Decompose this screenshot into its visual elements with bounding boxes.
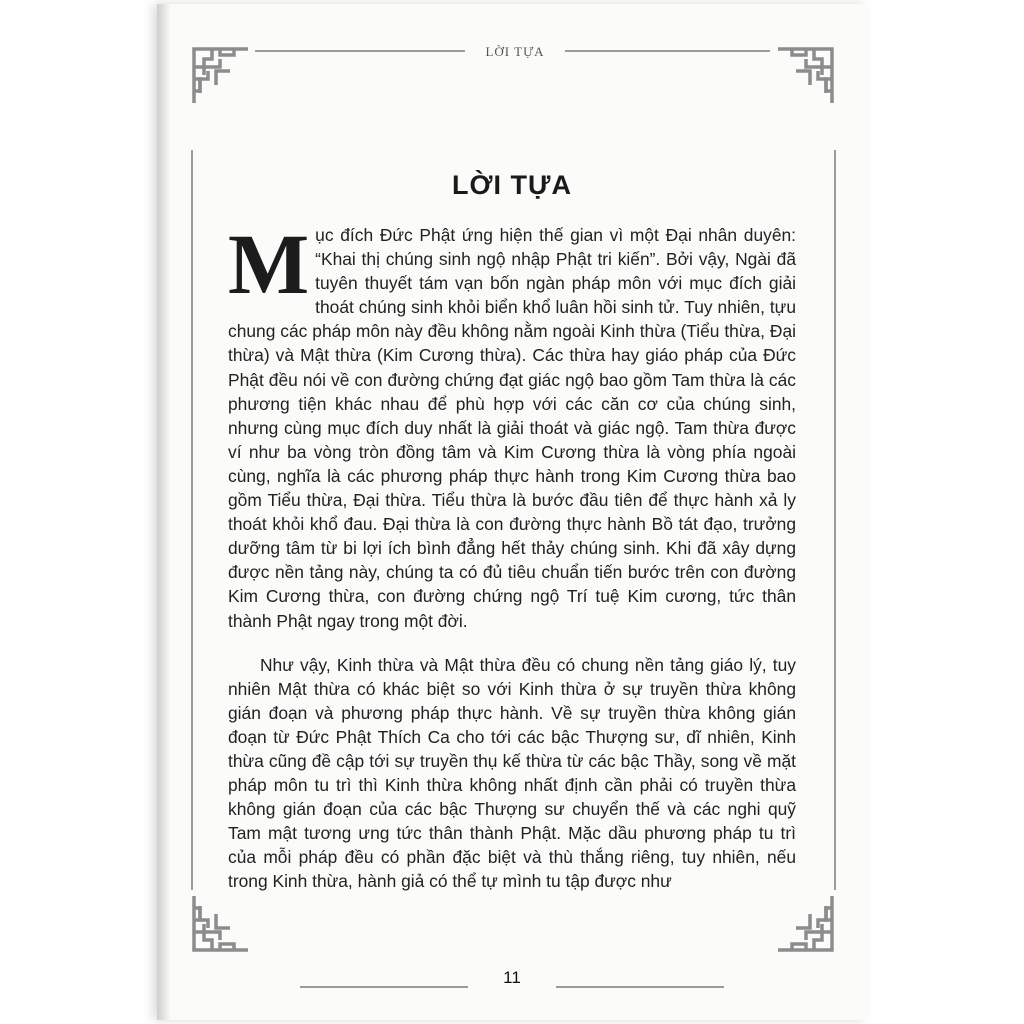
paragraph-2: Như vậy, Kinh thừa và Mật thừa đều có chung nền tảng giáo lý, tuy nhiên Mật thừa có khác biệt so với Kinh thừa ở sự truyền thừa không gián đoạn và phương pháp thực hành. Về sự truyền thừa không gián đoạn từ Đức Phật Thích Ca cho tới các bậc Thượng sư, dĩ nhiên, Kinh thừa cũng đề cập tới sự truyền thụ kế thừa từ các bậc Thầy, song về mặt pháp môn tu trì thì Kinh thừa không nhất định cần phải có truyền thừa không gián đoạn của các bậc Thượng sư chuyển thế và các nghi quỹ Tam mật tương ưng tức thân thành Phật. Mặc dầu phương pháp tu trì của mỗi pháp đều có phần đặc biệt và thù thắng riêng, tuy nhiên, nếu trong Kinh thừa, hành giả có thể tự mình tu tập được như <box>228 654 796 892</box>
corner-ornament-bottom-right-icon <box>774 892 836 954</box>
footer-rule-right <box>556 986 724 988</box>
running-header: LỜI TỰA <box>485 44 545 59</box>
corner-ornament-top-right-icon <box>774 45 836 107</box>
corner-ornament-top-left-icon <box>190 45 252 107</box>
body-text <box>228 216 796 894</box>
header-rule-right <box>565 50 770 52</box>
paragraph-1 <box>228 216 796 633</box>
drop-cap: M <box>228 216 310 312</box>
page-title: LỜI TỰA <box>452 170 572 200</box>
frame-left-rule <box>191 150 193 890</box>
corner-ornament-bottom-left-icon <box>190 892 300 954</box>
page-number: 11 <box>503 968 521 987</box>
frame-right-rule <box>834 150 836 890</box>
paragraph-1-text: ục đích Đức Phật ứng hiện thế gian vì một Đại nhân duyên: “Khai thị chúng sinh ngộ nhập Phật tri kiến”. Bởi vậy, Ngài đã tuyên thuyết tám vạn bốn ngàn pháp môn với mục đích giải thoát chúng sinh khỏi biển khổ luân hồi sinh tử. Tuy nhiên, tựu chung các pháp môn này đều không nằm ngoài Kinh thừa (Tiểu thừa, Đại thừa) và Mật thừa (Kim Cương thừa). Các thừa hay giáo pháp của Đức Phật đều nói về con đường chứng đạt giác ngộ bao gồm Tam thừa là các phương tiện khác nhau để phù hợp với các căn cơ của chúng sinh, nhưng cùng mục đích duy nhất là giải thoát và giác ngộ. Tam thừa được ví như ba vòng tròn đồng tâm và Kim Cương thừa là vòng phía ngoài cùng, nghĩa là các phương pháp thực hành trong Kim Cương thừa bao gồm Tiểu thừa, Đại thừa. Tiểu thừa là bước đầu tiên để thực hành xả ly thoát khỏi khổ đau. Đại thừa là con đường thực hành Bồ tát đạo, trưởng dưỡng tâm từ bi lợi ích bình đẳng hết thảy chúng sinh. Khi đã xây dựng được nền tảng này, chúng ta có đủ tiêu chuẩn tiến bước trên con đường Kim Cương thừa, con đường chứng ngộ Trí tuệ Kim cương, tức thân thành Phật ngay trong một đời. <box>228 225 796 631</box>
header-rule-left <box>255 50 465 52</box>
footer-rule-left <box>300 986 468 988</box>
